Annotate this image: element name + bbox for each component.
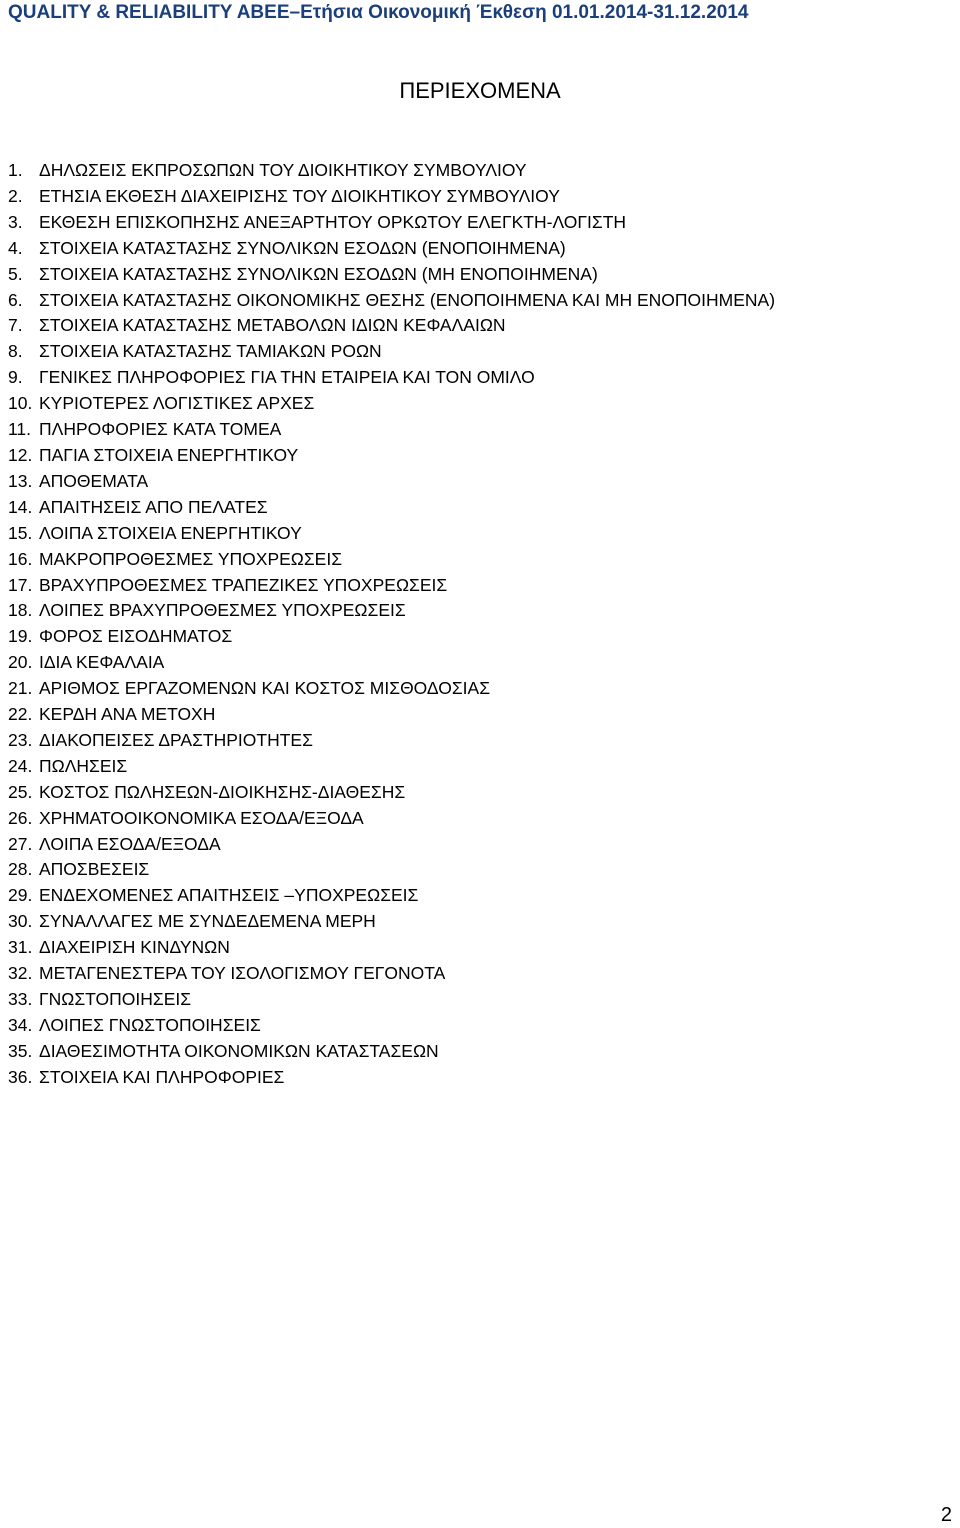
toc-item-text: ΚΟΣΤΟΣ ΠΩΛΗΣΕΩΝ-ΔΙΟΙΚΗΣΗΣ-ΔΙΑΘΕΣΗΣ	[39, 781, 406, 802]
toc-item	[8, 987, 775, 1013]
toc-item-number: 18.	[8, 600, 33, 621]
toc-item	[8, 391, 775, 417]
toc-item	[8, 883, 775, 909]
toc-item	[8, 443, 775, 469]
toc-item-number: 7.	[8, 315, 23, 336]
toc-heading: ΠΕΡΙΕΧΟΜΕΝΑ	[399, 78, 561, 103]
toc-item	[8, 1013, 775, 1039]
toc-item	[8, 365, 775, 391]
toc-item-text: ΔΙΑΚΟΠΕΙΣΕΣ ΔΡΑΣΤΗΡΙΟΤΗΤΕΣ	[39, 729, 313, 750]
toc-item-number: 20.	[8, 652, 33, 673]
toc-item-number: 12.	[8, 444, 33, 465]
toc-item	[8, 339, 775, 365]
toc-item-number: 2.	[8, 185, 23, 206]
toc-item-text: ΓΝΩΣΤΟΠΟΙΗΣΕΙΣ	[39, 989, 192, 1009]
toc-item-text: ΑΠΟΣΒΕΣΕΙΣ	[39, 859, 150, 880]
toc-item-number: 32.	[8, 963, 33, 984]
toc-item-text: ΔΙΑΧΕΙΡΙΣΗ ΚΙΝΔΥΝΩΝ	[39, 937, 230, 958]
toc-item	[8, 624, 775, 650]
toc-item-text: ΣΤΟΙΧΕΙΑ ΚΑΤΑΣΤΑΣΗΣ ΣΥΝΟΛΙΚΩΝ ΕΣΟΔΩΝ (ΜΗ ΕΝΟΠΟΙΗΜΕΝΑ)	[39, 263, 598, 284]
toc-item-text: ΣΥΝΑΛΛΑΓΕΣ ΜΕ ΣΥΝΔΕΔΕΜΕΝΑ ΜΕΡΗ	[39, 911, 376, 932]
toc-item-text: ΒΡΑΧΥΠΡΟΘΕΣΜΕΣ ΤΡΑΠΕΖΙΚΕΣ ΥΠΟΧΡΕΩΣΕΙΣ	[39, 574, 448, 595]
toc-item-number: 15.	[8, 522, 33, 543]
toc-item-number: 17.	[8, 574, 33, 595]
toc-item	[8, 702, 775, 728]
toc-item-number: 6.	[8, 289, 23, 310]
toc-item-text: ΓΕΝΙΚΕΣ ΠΛΗΡΟΦΟΡΙΕΣ ΓΙΑ ΤΗΝ ΕΤΑΙΡΕΙΑ ΚΑΙ ΤΟΝ ΟΜΙΛΟ	[39, 367, 535, 388]
toc-item-number: 13.	[8, 470, 33, 491]
toc-item-text: ΠΛΗΡΟΦΟΡΙΕΣ ΚΑΤΑ ΤΟΜΕΑ	[39, 419, 282, 440]
toc-item-number: 24.	[8, 755, 33, 776]
toc-item-number: 28.	[8, 859, 33, 880]
toc-item-text: ΦΟΡΟΣ ΕΙΣΟΔΗΜΑΤΟΣ	[39, 626, 233, 647]
toc-item-text: ΔΙΑΘΕΣΙΜΟΤΗΤΑ ΟΙΚΟΝΟΜΙΚΩΝ ΚΑΤΑΣΤΑΣΕΩΝ	[39, 1040, 439, 1061]
toc-item-text: ΕΚΘΕΣΗ ΕΠΙΣΚΟΠΗΣΗΣ ΑΝΕΞΑΡΤΗΤΟΥ ΟΡΚΩΤΟΥ ΕΛΕΓΚΤΗ-ΛΟΓΙΣΤΗ	[39, 211, 627, 232]
toc-item	[8, 262, 775, 288]
toc-item-text: ΣΤΟΙΧΕΙΑ ΚΑΤΑΣΤΑΣΗΣ ΤΑΜΙΑΚΩΝ ΡΟΩΝ	[39, 341, 382, 362]
toc-item	[8, 547, 775, 573]
toc-item	[8, 495, 775, 521]
toc-item	[8, 961, 775, 987]
toc-item-text: ΑΠΑΙΤΗΣΕΙΣ ΑΠΟ ΠΕΛΑΤΕΣ	[39, 496, 268, 517]
toc-item	[8, 780, 775, 806]
toc-item-text: ΔΗΛΩΣΕΙΣ ΕΚΠΡΟΣΩΠΩΝ ΤΟΥ ΔΙΟΙΚΗΤΙΚΟΥ ΣΥΜΒΟΥΛΙΟΥ	[39, 160, 527, 180]
toc-item	[8, 236, 775, 262]
toc-item-number: 1.	[8, 160, 23, 180]
toc-item-number: 25.	[8, 781, 33, 802]
toc-item-number: 14.	[8, 496, 33, 517]
toc-item-number: 4.	[8, 237, 23, 258]
toc-item-text: ΚΥΡΙΟΤΕΡΕΣ ΛΟΓΙΣΤΙΚΕΣ ΑΡΧΕΣ	[39, 393, 315, 414]
toc-item	[8, 935, 775, 961]
toc-item	[8, 832, 775, 858]
toc-item	[8, 210, 775, 236]
toc-item-text: ΜΕΤΑΓΕΝΕΣΤΕΡΑ ΤΟΥ ΙΣΟΛΟΓΙΣΜΟΥ ΓΕΓΟΝΟΤΑ	[39, 963, 446, 984]
toc-item	[8, 728, 775, 754]
toc-item-number: 31.	[8, 937, 33, 958]
toc-item-number: 9.	[8, 367, 23, 388]
toc-item-text: ΠΑΓΙΑ ΣΤΟΙΧΕΙΑ ΕΝΕΡΓΗΤΙΚΟΥ	[39, 444, 299, 465]
toc-item-text: ΜΑΚΡΟΠΡΟΘΕΣΜΕΣ ΥΠΟΧΡΕΩΣΕΙΣ	[39, 548, 343, 569]
toc-item-text: ΣΤΟΙΧΕΙΑ ΚΑΤΑΣΤΑΣΗΣ ΟΙΚΟΝΟΜΙΚΗΣ ΘΕΣΗΣ (ΕΝΟΠΟΙΗΜΕΝΑ ΚΑΙ ΜΗ ΕΝΟΠΟΙΗΜΕΝΑ)	[39, 289, 776, 310]
toc-item	[8, 1039, 775, 1065]
toc-item-text: ΠΩΛΗΣΕΙΣ	[39, 755, 128, 776]
toc-item-text: ΙΔΙΑ ΚΕΦΑΛΑΙΑ	[39, 652, 165, 673]
toc-item-number: 33.	[8, 989, 33, 1009]
toc-item-number: 30.	[8, 911, 33, 932]
toc-item	[8, 909, 775, 935]
toc-item-number: 3.	[8, 211, 23, 232]
toc-item-text: ΣΤΟΙΧΕΙΑ ΚΑΙ ΠΛΗΡΟΦΟΡΙΕΣ	[39, 1066, 285, 1087]
toc-item	[8, 184, 775, 210]
toc-item-number: 16.	[8, 548, 33, 569]
toc-item-text: ΣΤΟΙΧΕΙΑ ΚΑΤΑΣΤΑΣΗΣ ΜΕΤΑΒΟΛΩΝ ΙΔΙΩΝ ΚΕΦΑΛΑΙΩΝ	[39, 315, 506, 336]
toc-item	[8, 754, 775, 780]
toc-item	[8, 469, 775, 495]
toc-item-number: 36.	[8, 1066, 33, 1087]
toc-item	[8, 288, 775, 314]
toc-item	[8, 573, 775, 599]
toc-item	[8, 650, 775, 676]
toc-item-number: 34.	[8, 1014, 33, 1035]
toc-item-number: 21.	[8, 678, 33, 699]
toc-item	[8, 1065, 775, 1091]
toc-item-text: ΛΟΙΠΑ ΕΣΟΔΑ/ΕΞΟΔΑ	[39, 833, 221, 854]
toc-item-text: ΑΡΙΘΜΟΣ ΕΡΓΑΖΟΜΕΝΩΝ ΚΑΙ ΚΟΣΤΟΣ ΜΙΣΘΟΔΟΣΙΑΣ	[39, 678, 491, 699]
toc-item-number: 29.	[8, 885, 33, 906]
toc-item	[8, 806, 775, 832]
toc-item-number: 23.	[8, 729, 33, 750]
toc-item	[8, 521, 775, 547]
toc-item-number: 35.	[8, 1040, 33, 1061]
toc-item-number: 26.	[8, 807, 33, 828]
toc-item-text: ΚΕΡΔΗ ΑΝΑ ΜΕΤΟΧΗ	[39, 704, 216, 725]
toc-item-number: 10.	[8, 393, 33, 414]
toc-item-text: ΛΟΙΠΑ ΣΤΟΙΧΕΙΑ ΕΝΕΡΓΗΤΙΚΟΥ	[39, 522, 302, 543]
toc-item	[8, 598, 775, 624]
toc-item-number: 11.	[8, 419, 32, 440]
toc-item-number: 27.	[8, 833, 33, 854]
page-number: 2	[940, 1504, 952, 1526]
toc-item-text: ΕΝΔΕΧΟΜΕΝΕΣ ΑΠΑΙΤΗΣΕΙΣ –ΥΠΟΧΡΕΩΣΕΙΣ	[39, 885, 419, 906]
toc-item-number: 5.	[8, 263, 23, 284]
toc-item-number: 8.	[8, 341, 23, 362]
toc-list	[8, 158, 775, 1091]
toc-item-text: ΣΤΟΙΧΕΙΑ ΚΑΤΑΣΤΑΣΗΣ ΣΥΝΟΛΙΚΩΝ ΕΣΟΔΩΝ (ΕΝΟΠΟΙΗΜΕΝΑ)	[39, 237, 566, 258]
toc-item-text: ΧΡΗΜΑΤΟΟΙΚΟΝΟΜΙΚΑ ΕΣΟΔΑ/ΕΞΟΔΑ	[39, 807, 364, 828]
toc-item	[8, 676, 775, 702]
toc-item	[8, 313, 775, 339]
toc-item-text: ΑΠΟΘΕΜΑΤΑ	[39, 470, 149, 491]
toc-item-text: ΛΟΙΠΕΣ ΓΝΩΣΤΟΠΟΙΗΣΕΙΣ	[39, 1014, 261, 1035]
toc-item	[8, 417, 775, 443]
toc-item-number: 22.	[8, 704, 33, 725]
toc-item-text: ΕΤΗΣΙΑ ΕΚΘΕΣΗ ΔΙΑΧΕΙΡΙΣΗΣ ΤΟΥ ΔΙΟΙΚΗΤΙΚΟΥ ΣΥΜΒΟΥΛΙΟΥ	[39, 185, 560, 206]
toc-item-number: 19.	[8, 626, 33, 647]
page-header: QUALITY & RELIABILITY ABEE–Ετήσια Οικονομική Έκθεση 01.01.2014-31.12.2014	[8, 2, 749, 23]
toc-item	[8, 158, 775, 184]
toc-item	[8, 857, 775, 883]
toc-item-text: ΛΟΙΠΕΣ ΒΡΑΧΥΠΡΟΘΕΣΜΕΣ ΥΠΟΧΡΕΩΣΕΙΣ	[39, 600, 406, 621]
